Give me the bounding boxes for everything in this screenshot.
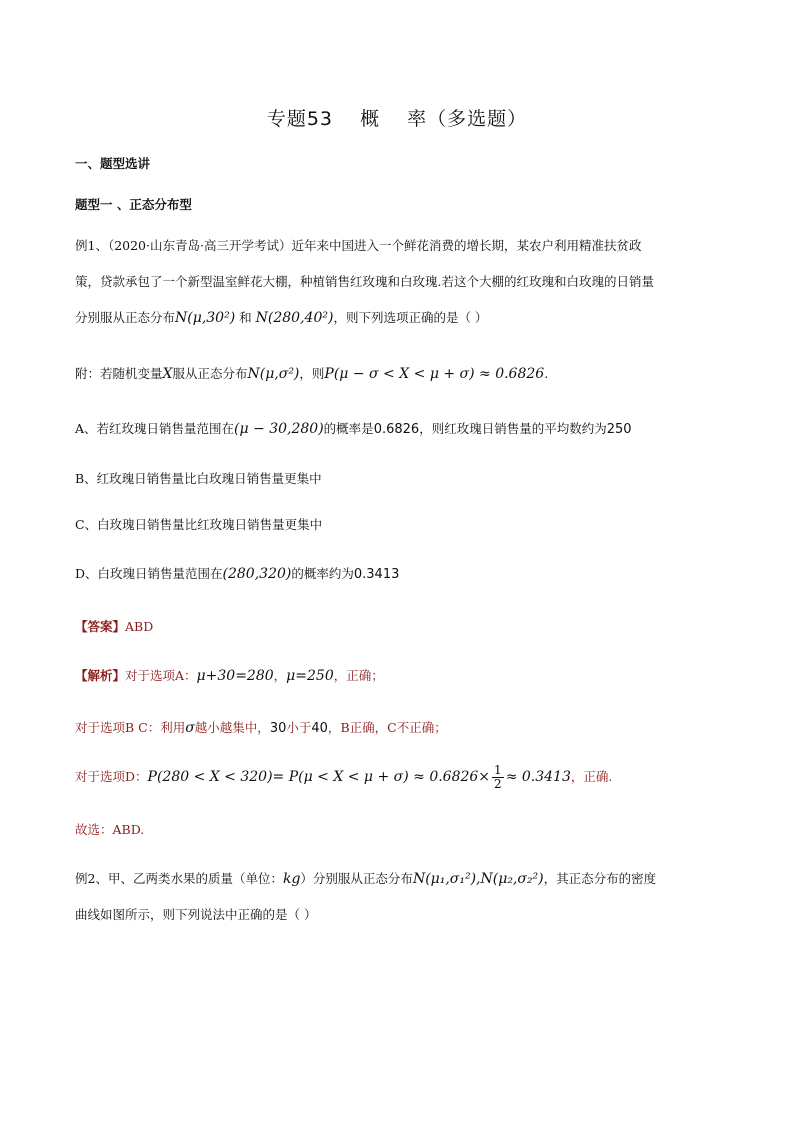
analysis-line2: 对于选项B C：利用σ越小越集中，30小于40，B正确，C不正确；: [75, 720, 447, 736]
analysis-conclusion: 故选：ABD.: [75, 822, 145, 837]
math-derivation: P(280 < X < 320)= P(μ < X < μ + σ) ≈ 0.6826×: [147, 769, 491, 785]
section-heading: 一、题型选讲: [75, 156, 151, 171]
answer-line: [75, 618, 153, 636]
title-part-gai: 概: [360, 108, 381, 130]
example1-note: 附：若随机变量X服从正态分布N(μ,σ²)，则P(μ − σ < X < μ + σ) ≈ 0.6826.: [75, 366, 549, 382]
example1-line3: 分别服从正态分布N(μ,30²) 和 N(280,40²)，则下列选项正确的是（ ）: [75, 310, 488, 326]
example2-line2: 曲线如图所示，则下列说法中正确的是（ ）: [75, 907, 317, 922]
option-a: A、若红玫瑰日销售量范围在(μ − 30,280)的概率是0.6826，则红玫瑰日销售量的平均数约为250: [75, 421, 632, 437]
option-c: C、白玫瑰日销售量比红玫瑰日销售量更集中: [75, 517, 323, 532]
math-normal-red: N(μ,30²): [175, 310, 236, 326]
analysis-line3: 对于选项D：P(280 < X < 320)= P(μ < X < μ + σ) ≈ 0.6826× $\frac{1}{2}$ ≈ 0.3413，正确.: [75, 763, 613, 791]
title-part-topic: 专题53: [266, 108, 334, 130]
example2-line1: 例2、甲、乙两类水果的质量（单位：kg）分别服从正态分布N(μ₁,σ₁²),N(μ₂,σ₂²)，其正态分布的密度: [75, 871, 657, 887]
answer-value: ABD: [125, 619, 154, 634]
math-normal-pair: N(μ₁,σ₁²),N(μ₂,σ₂²): [412, 871, 544, 887]
type-heading: 题型一 、正态分布型: [75, 197, 192, 212]
option-b: B、红玫瑰日销售量比白玫瑰日销售量更集中: [75, 471, 322, 486]
example1-line1: 例1、（2020·山东青岛·高三开学考试）近年来中国进入一个鲜花消费的增长期，某农户利用精准扶贫政: [75, 238, 642, 253]
answer-label: 【答案】: [75, 619, 126, 634]
example1-line2: 策，贷款承包了一个新型温室鲜花大棚，种植销售红玫瑰和白玫瑰.若这个大棚的红玫瑰和白玫瑰的日销量: [75, 274, 654, 289]
math-probability: P(μ − σ < X < μ + σ) ≈ 0.6826: [324, 366, 545, 382]
math-normal-white: N(280,40²): [255, 310, 334, 326]
title-part-lv: 率（多选题）: [407, 108, 528, 130]
analysis-line1: 【解析】对于选项A：μ+30=280，μ=250，正确；: [75, 668, 384, 684]
option-d: D、白玫瑰日销售量范围在(280,320)的概率约为0.3413: [75, 566, 400, 582]
page-title: [0, 104, 794, 131]
analysis-label: 【解析】: [75, 668, 126, 683]
fraction-one-half: $\frac{1}{2}$: [494, 763, 502, 791]
